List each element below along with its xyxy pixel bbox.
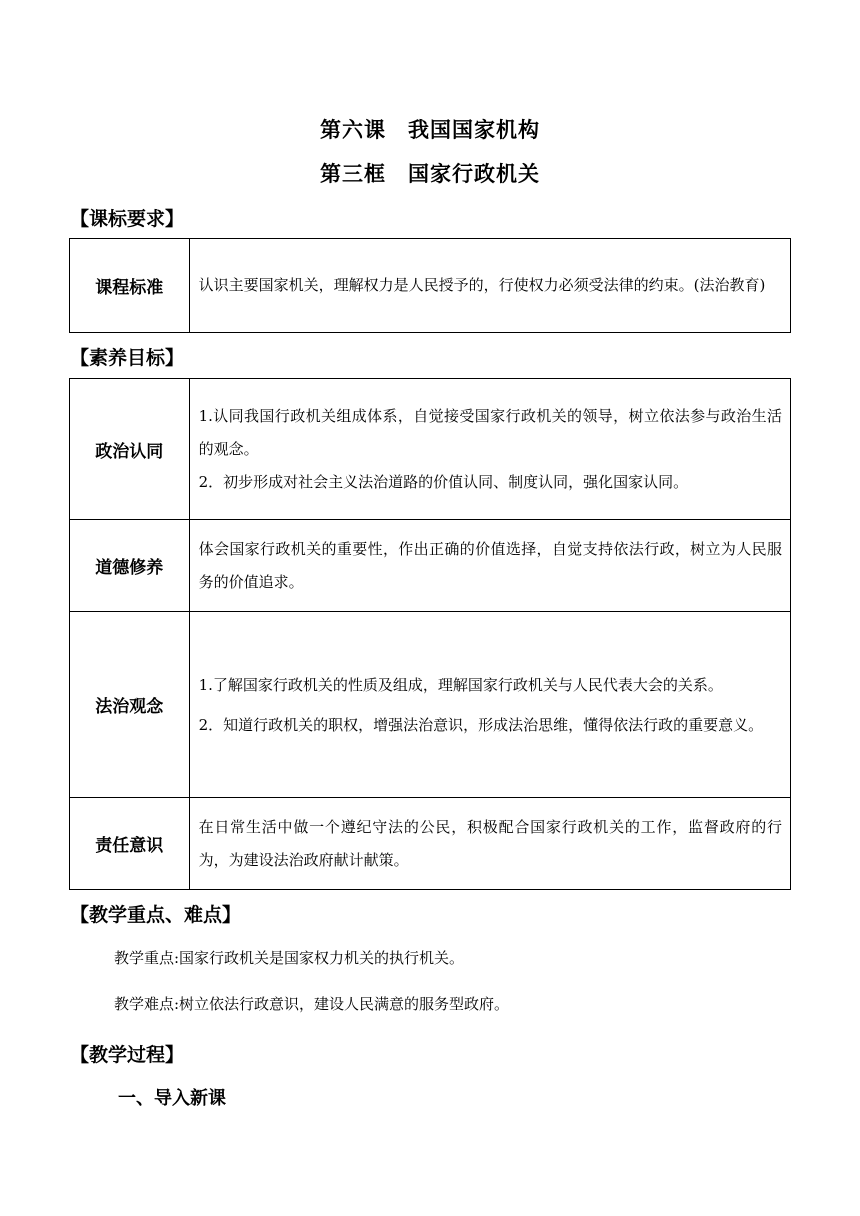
- row-content-law: [189, 612, 790, 798]
- teaching-difficulty: 教学难点:树立依法行政意识，建设人民满意的服务型政府。: [114, 995, 510, 1013]
- responsibility-line-1: 在日常生活中做一个遵纪守法的公民，积极配合国家行政机关的工作，监督政府的行为，为建设法治政府献计献策。: [198, 817, 782, 869]
- literacy-table: [69, 378, 791, 890]
- process-heading: 【教学过程】: [70, 1044, 185, 1066]
- curriculum-text: 认识主要国家机关，理解权力是人民授予的，行使权力必须受法律的约束。(法治教育): [198, 276, 766, 294]
- table-row: [70, 379, 791, 520]
- row-content-moral: [189, 520, 790, 612]
- row-content-responsibility: [189, 798, 790, 890]
- curriculum-table: [69, 238, 791, 333]
- table-row: [70, 798, 791, 890]
- table-row: [70, 239, 791, 333]
- curriculum-heading: 【课标要求】: [70, 208, 185, 230]
- law-line-1: 1.了解国家行政机关的性质及组成，理解国家行政机关与人民代表大会的关系。: [198, 675, 723, 694]
- law-line-2: 2．知道行政机关的职权，增强法治意识，形成法治思维，懂得依法行政的重要意义。: [198, 715, 764, 734]
- literacy-heading: 【素养目标】: [70, 347, 185, 369]
- political-line-1: 1.认同我国行政机关组成体系，自觉接受国家行政机关的领导，树立依法参与政治生活的观念。: [198, 406, 782, 458]
- row-label-responsibility: 责任意识: [70, 798, 190, 890]
- table-row: [70, 520, 791, 612]
- row-label-law: 法治观念: [70, 612, 190, 798]
- teaching-focus: 教学重点:国家行政机关是国家权力机关的执行机关。: [114, 949, 465, 967]
- table-row: [70, 612, 791, 798]
- curriculum-content: [189, 239, 790, 333]
- political-line-2: 2．初步形成对社会主义法治道路的价值认同、制度认同，强化国家认同。: [198, 472, 689, 491]
- curriculum-label: 课程标准: [70, 239, 190, 333]
- step-intro: 一、导入新课: [118, 1088, 226, 1109]
- section-title: 第三框 国家行政机关: [320, 162, 540, 186]
- row-label-moral: 道德修养: [70, 520, 190, 612]
- lesson-title: 第六课 我国国家机构: [320, 118, 540, 142]
- row-content-political: [189, 379, 790, 520]
- row-label-political: 政治认同: [70, 379, 190, 520]
- key-points-heading: 【教学重点、难点】: [70, 904, 242, 926]
- moral-line-1: 体会国家行政机关的重要性，作出正确的价值选择，自觉支持依法行政，树立为人民服务的价值追求。: [198, 539, 782, 591]
